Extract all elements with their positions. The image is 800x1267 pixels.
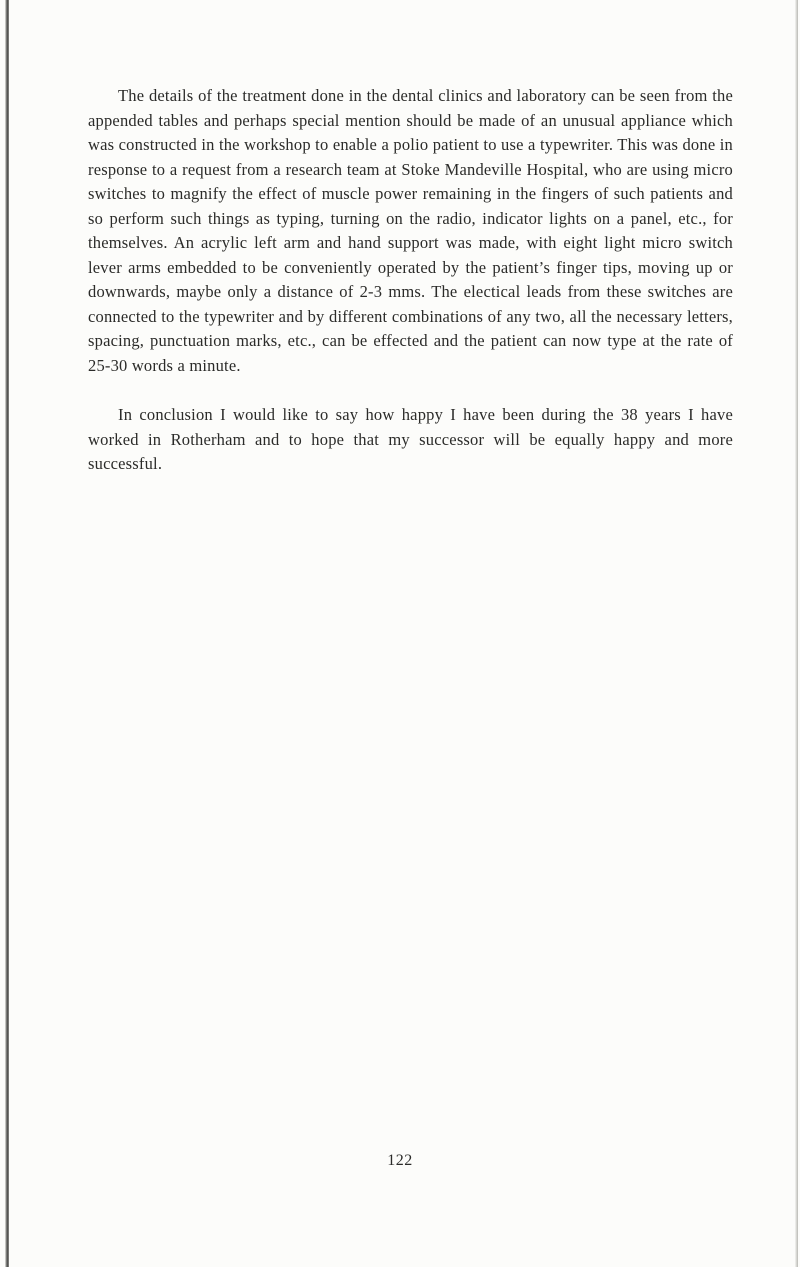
paragraph-treatment-details: The details of the treatment done in the dental clinics and laboratory can be seen from the appended tables and perhaps special mention should be made of an unusual appliance which was constructed in the workshop to enable a polio patient to use a typewriter. This was done in response to a request from a research team at Stoke Mandeville Hospital, who are using micro switches to magnify the effect of muscle power remaining in the fingers of such patients and so perform such things as typing, turning on the radio, indicator lights on a panel, etc., for themselves. An acrylic left arm and hand support was made, with eight light micro switch lever arms embedded to be conveniently operated by the patient’s finger tips, moving up or downwards, maybe only a distance of 2-3 mms. The electical leads from these switches are connected to the typewriter and by different combinations of any two, all the necessary letters, spacing, punctuation marks, etc., can be effected and the patient can now type at the rate of 25-30 words a minute. [88, 86, 733, 375]
page-text-block [88, 84, 733, 477]
scan-binding-edge-left [5, 0, 9, 1267]
page-number: 122 [387, 1152, 413, 1169]
scan-edge-right [795, 0, 798, 1267]
body-text [88, 84, 733, 477]
paragraph-conclusion: In conclusion I would like to say how happy I have been during the 38 years I have worked in Rotherham and to hope that my successor will be equally happy and more successful. [88, 405, 733, 473]
